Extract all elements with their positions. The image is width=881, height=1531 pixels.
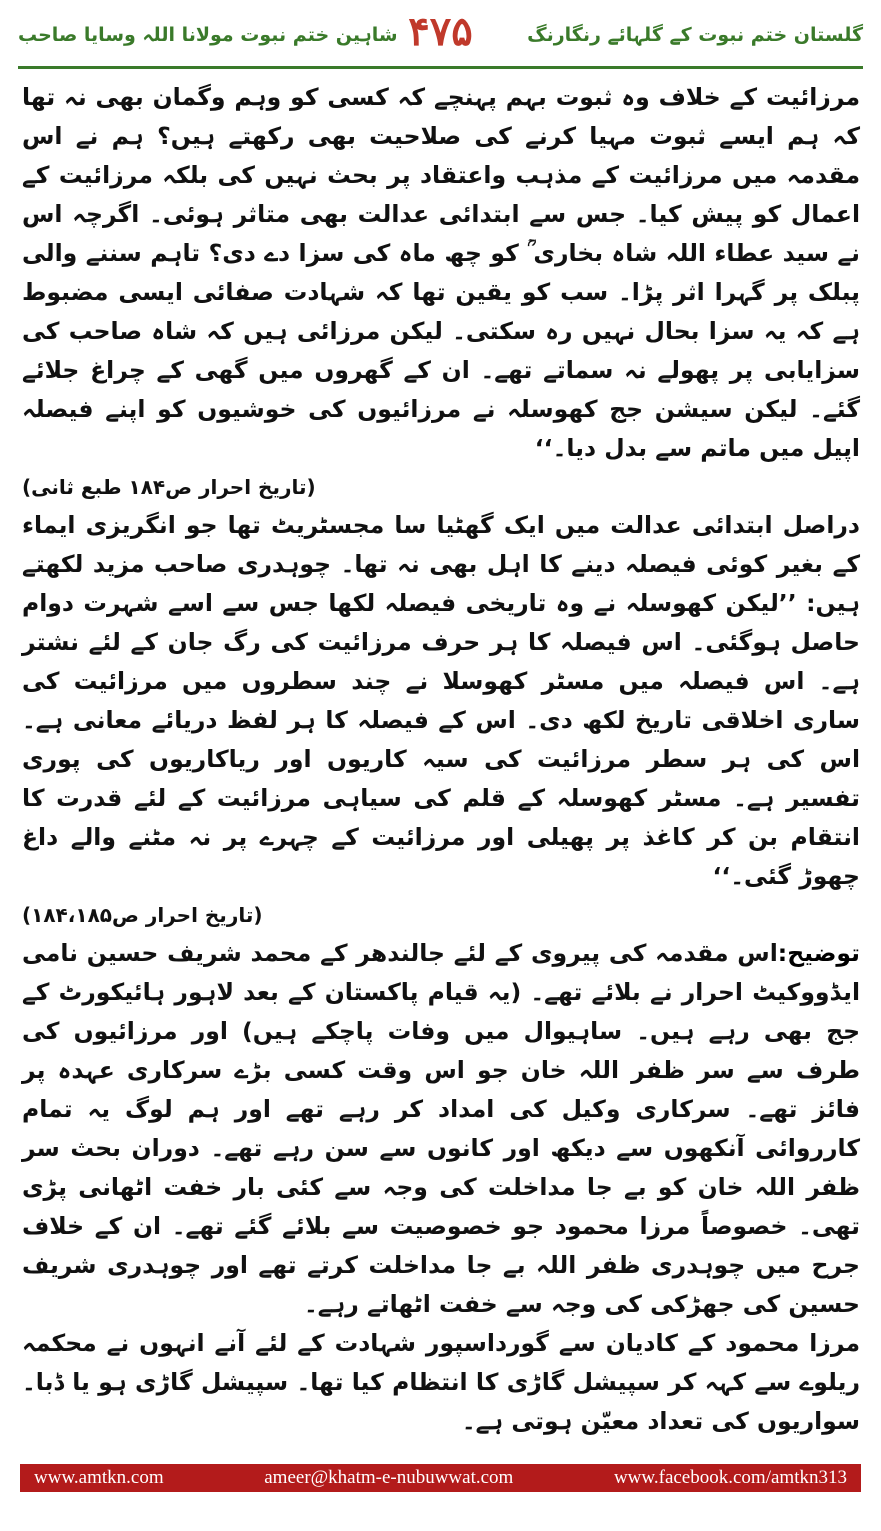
page-number: ۴۷۵ [408, 8, 473, 55]
footer-facebook-link[interactable]: www.facebook.com/amtkn313 [613, 1467, 847, 1488]
author-title: شاہین ختم نبوت مولانا اللہ وسایا صاحب [18, 24, 398, 46]
paragraph-2: دراصل ابتدائی عدالت میں ایک گھٹیا سا مجسٹریٹ تھا جو انگریزی ایماء کے بغیر کوئی فیصلہ دینے کا اہل بھی نہ تھا۔ چوہدری صاحب مزید لکھتے ہیں: ’’لیکن کھوسلہ نے وہ تاریخی فیصلہ لکھا جس سے اسے شہرت دوام حاصل ہوگئی۔ اس فیصلہ کا ہر حرف مرزائیت کی رگ جان کے لئے نشتر ہے۔ اس فیصلہ میں مسٹر کھوسلا نے چند سطروں میں مرزائیت کی ساری اخلاقی تاریخ لکھ دی۔ اس کے فیصلہ کا ہر لفظ دریائے معانی ہے۔ اس کی ہر سطر مرزائیت کی سیہ کاریوں اور ریاکاریوں کی پوری تفسیر ہے۔ مسٹر کھوسلہ کے قلم کی سیاہی مرزائیت کے لئے قدرت کا انتقام بن کر کاغذ پر پھیلی اور مرزائیت کے چہرے پر نہ مٹنے والے داغ چھوڑ گئی۔‘‘ [22, 511, 860, 890]
header-divider [18, 66, 863, 69]
book-title: گلستان ختم نبوت کے گلہائے رنگارنگ [527, 24, 863, 46]
footer-website-link[interactable]: www.amtkn.com [34, 1467, 164, 1488]
paragraph-4: مرزا محمود کے کادیان سے گورداسپور شہادت کے لئے آنے انہوں نے محکمہ ریلوے سے کہہ کر سپیشل گاڑی کا انتظام کیا تھا۔ سپیشل گاڑی ہو یا ڈبا۔ سواریوں کی تعداد معیّن ہوتی ہے۔ [22, 1329, 860, 1435]
paragraph-3 [22, 934, 860, 1324]
page-body [22, 78, 860, 1441]
page-header [18, 8, 863, 66]
footer-email-link[interactable]: ameer@khatm-e-nubuwwat.com [264, 1467, 514, 1488]
paragraph-1: مرزائیت کے خلاف وہ ثبوت بہم پہنچے کہ کسی کو وہم وگمان بھی نہ تھا کہ ہم ایسے ثبوت مہیا کرنے کی صلاحیت بھی رکھتے ہیں؟ ہم نے اس مقدمہ میں مرزائیت کے مذہب واعتقاد پر بحث نہیں کی بلکہ مرزائیت کے اعمال کو پیش کیا۔ جس سے ابتدائی عدالت بھی متاثر ہوئی۔ اگرچہ اس نے سید عطاء اللہ شاہ بخاری ؒ کو چھ ماہ کی سزا دے دی؟ تاہم سننے والی پبلک پر گہرا اثر پڑا۔ سب کو یقین تھا کہ شہادت صفائی ایسی مضبوط ہے کہ یہ سزا بحال نہیں رہ سکتی۔ لیکن مرزائی ہیں کہ شاہ صاحب کی سزایابی پر پھولے نہ سماتے تھے۔ ان کے گھروں میں گھی کے چراغ جلائے گئے۔ لیکن سیشن جج کھوسلہ نے مرزائیوں کی خوشیوں کو اپنے فیصلہ اپیل میں ماتم سے بدل دیا۔‘‘ [22, 83, 860, 462]
citation-2: (تاریخ احرار ص۱۸۴،۱۸۵) [22, 903, 263, 927]
footer-bar [20, 1464, 861, 1492]
citation-1: (تاریخ احرار ص۱۸۴ طبع ثانی) [22, 475, 316, 499]
note-label: توضیح: [777, 939, 860, 967]
paragraph-3-text: اس مقدمہ کی پیروی کے لئے جالندھر کے محمد شریف حسین نامی ایڈووکیٹ احرار نے بلائے تھے۔ (یہ قیام پاکستان کے بعد لاہور ہائیکورٹ کے جج بھی رہے ہیں۔ ساہیوال میں وفات پاچکے ہیں) اور مرزائیوں کی طرف سے سر ظفر اللہ خان جو اس وقت کسی بڑے سرکاری عہدہ پر فائز تھے۔ سرکاری وکیل کی امداد کر رہے تھے اور ہم لوگ یہ تمام کارروائی آنکھوں سے دیکھ اور کانوں سے سن رہے تھے۔ دوران بحث سر ظفر اللہ خان کو بے جا مداخلت کی وجہ سے کئی بار خفت اٹھانی پڑی تھی۔ خصوصاً مرزا محمود جو خصوصیت سے بلائے گئے تھے۔ ان کے خلاف جرح میں چوہدری ظفر اللہ بے جا مداخلت کرتے تھے اور چوہدری شریف حسین کی جھڑکی کی وجہ سے خفت اٹھاتے رہے۔ [22, 939, 860, 1318]
